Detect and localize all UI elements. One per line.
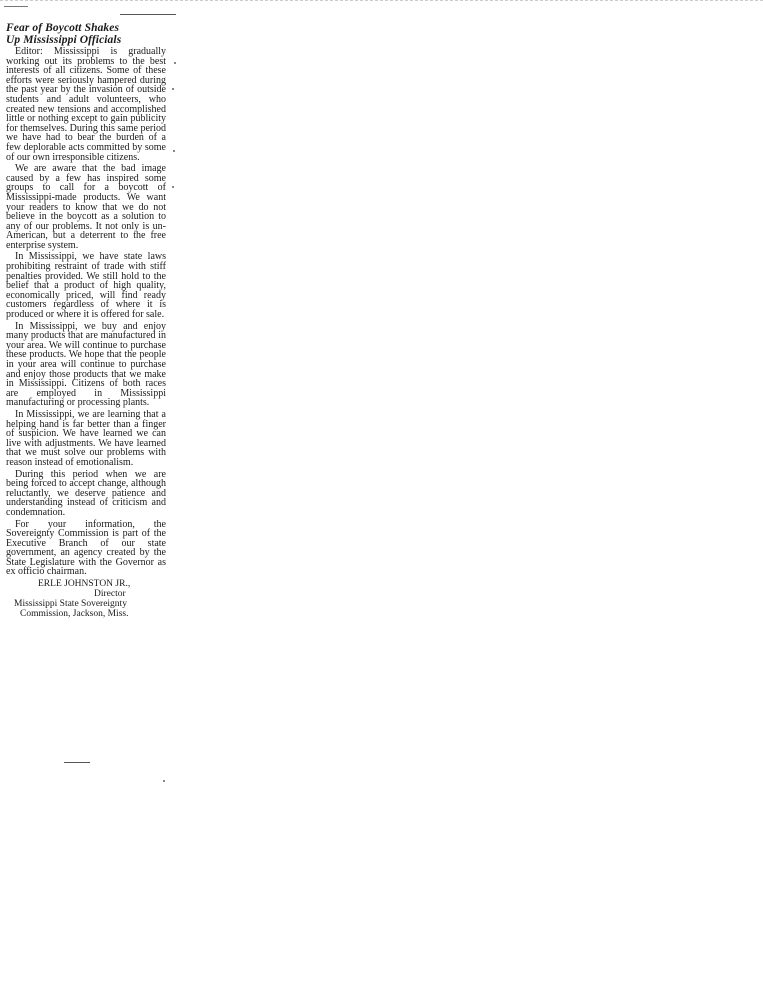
headline-line-2: Up Mississippi Officials — [6, 34, 122, 46]
paragraph-7: For your information, the Sovereignty Commission is part of the Executive Branch of our state government, an agency created by the State Legislature with the Governor as ex officio chairman. — [6, 518, 166, 578]
scan-speck — [172, 186, 174, 188]
scan-speck — [172, 88, 174, 90]
paragraph-5: In Mississippi, we are learning that a helping hand is far better than a finger of suspicion. We have learned we can live with adjustments. We have learned that we must solve our problems with reason instead of emotionalism. — [6, 408, 166, 468]
signature-name: ERLE JOHNSTON JR., — [38, 579, 131, 590]
signature-org-line-1: Mississippi State Sovereignty — [14, 599, 127, 610]
scan-speck — [174, 62, 176, 64]
paragraph-1: Editor: Mississippi is gradually working out its problems to the best interests of all citizens. Some of these efforts were seriously hampered during the past year by the invasion of outside students and adult volunteers, who created new tensions and accomplished little or nothing except to gain publicity for themselves. During this same period we have had to bear the burden of a few deplorable acts committed by some of our own irresponsible citizens. — [6, 46, 166, 163]
signature-org-line-2: Commission, Jackson, Miss. — [20, 609, 129, 620]
page-edge — [0, 0, 763, 4]
signature-title: Director — [94, 589, 126, 600]
bottom-rule — [64, 762, 90, 763]
signature-block — [6, 579, 166, 619]
corner-rule — [4, 6, 28, 7]
top-rule — [120, 14, 176, 15]
paragraph-3: In Mississippi, we have state laws prohibiting restraint of trade with stiff penalties provided. We still hold to the belief that a product of high quality, economically priced, will find ready customers regardless of where it is produced or where it is offered for sale. — [6, 251, 166, 321]
scan-speck — [173, 150, 175, 152]
scan-speck — [163, 780, 165, 782]
headline — [6, 22, 166, 46]
paragraph-6: During this period when we are being forced to accept change, although reluctantly, we deserve patience and understanding instead of criticism and condemnation. — [6, 468, 166, 518]
paragraph-2: We are aware that the bad image caused by a few has inspired some groups to call for a boycott of Mississippi-made products. We want your readers to know that we do not believe in the boycott as a solution to any of our problems. It not only is un-American, but a deterrent to the free enterprise system. — [6, 163, 166, 251]
headline-line-1: Fear of Boycott Shakes — [6, 22, 120, 34]
paragraph-4: In Mississippi, we buy and enjoy many products that are manufactured in your area. We will continue to purchase these products. We hope that the people in your area will continue to purchase and enjoy those products that we make in Mississippi. Citizens of both races are employed in Mississippi manufacturing or processing plants. — [6, 320, 166, 409]
newspaper-clipping — [6, 22, 166, 619]
